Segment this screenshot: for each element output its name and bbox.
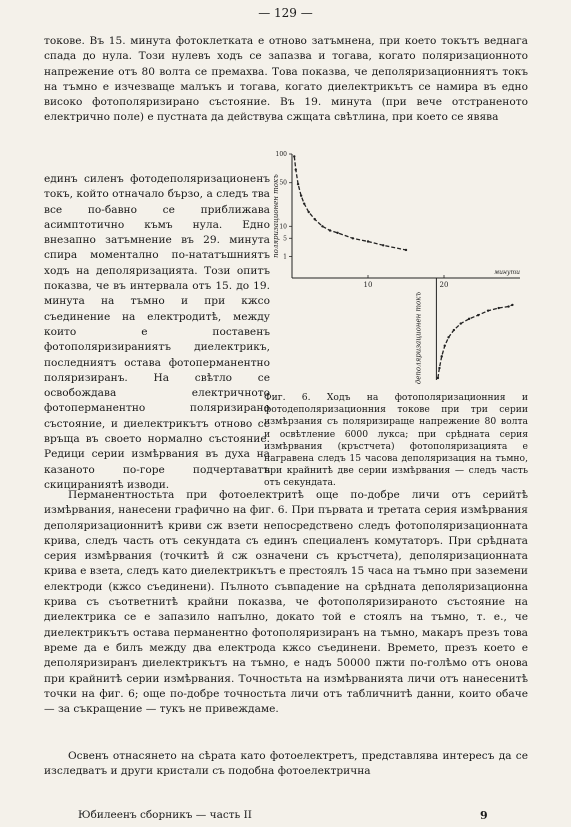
data-point: [314, 218, 316, 220]
data-point: [321, 225, 323, 227]
paragraph-3: Перманентностьта при фотоелектритѣ още по-добре личи отъ серийтѣ измѣрвания, нанесени графично на фиг. 6. При първата и третата серия измѣрвания деполяризационнитѣ криви сж взети непосредствено следъ фотополяризационната крива, следъ часть отъ секундата съ единъ специаленъ комутаторъ. При срѣдната серия измѣрвания (точкитѣ й сж означени съ кръстчета), деполяризационната крива е взета, следъ като диелектрикътъ е престоялъ 15 часа на тъмно при заземени електроди (кжсо съединени). Пълното съвпадение на срѣдната деполяризационна крива съ съответнитѣ крайни показва, че фотополяризираното състояние на диелектрика се е запазило напълно, докато той е стоялъ на тъмно, т. е., че диелектрикътъ остава перманентно фотополяризиранъ на тъмно, макаръ презъ това време да е билъ между два електрода кжсо съединени. Времето, презъ което е деполяризиранъ диелектрикътъ на тъмно, е надъ 50000 пжти по-голѣмо отъ онова при крайнитѣ серии измѣрвания. Точностьта на измѣрванията личи отъ нанесенитѣ точки на фиг. 6; още по-добре точностьта личи отъ табличнитѣ данни, които обаче — за съкращение — тукъ не привеждаме.: [44, 489, 528, 716]
data-point: [460, 322, 462, 324]
data-point: [498, 307, 500, 309]
data-point: [297, 183, 299, 185]
y-tick-label-top: 10: [279, 223, 287, 231]
data-point: [295, 169, 297, 171]
data-point: [329, 229, 331, 231]
data-point: [352, 237, 354, 239]
x-unit-label: минути: [494, 269, 520, 276]
figure-6-chart: [264, 148, 528, 386]
footer-page-number: 9: [480, 809, 488, 822]
data-point: [441, 355, 443, 357]
data-point: [444, 344, 446, 346]
data-point: [336, 232, 338, 234]
data-point: [437, 377, 439, 379]
data-point: [453, 329, 455, 331]
data-point: [477, 314, 479, 316]
paragraph-top: токове. Въ 15. минута фотоклетката е отново затъмнена, при което токътъ веднага спада до нула. Този нулевъ ходъ се запазва и тогава, когато поляризационното напрежение отъ 80 волта се премахва. Това показва, че деполяризационниятъ токъ на тъмно е изчезваще малъкъ и тогава, когато диелектрикътъ се намира въ едно високо фотополяризирано състояние. Въ 19. минута (при вече отстраненото електрично поле) е пустната да действува сжщата свѣтлина, при което се явява: [44, 35, 528, 124]
data-point: [507, 305, 509, 307]
data-point: [293, 155, 295, 157]
data-point: [300, 195, 302, 197]
data-point: [447, 336, 449, 338]
data-point: [405, 249, 407, 251]
data-point: [468, 318, 470, 320]
data-point: [308, 211, 310, 213]
y-axis-title-top: поляризационен токъ: [272, 174, 280, 258]
y-axis-title-bottom: деполяризационен токъ: [414, 291, 423, 385]
series-line-1: [294, 156, 406, 250]
data-point: [303, 202, 305, 204]
y-tick-label-top: 50: [279, 179, 287, 187]
figure-caption: Фиг. 6. Ходъ на фотополяризационния и фотодеполяризационния токове при три серии измѣрзания съ поляризираще напрежение 80 волта и освѣтление 6000 лукса; при срѣдната серия измѣрвания (кръстчета) фотополяризацията е награвена следъ 15 часова деполяризация на тъмно, при крайнитѣ две серии измѣрвания — следъ часть отъ секундата.: [264, 392, 528, 489]
data-point: [487, 309, 489, 311]
data-point: [438, 367, 440, 369]
data-point: [511, 304, 513, 306]
data-point: [367, 240, 369, 242]
footer-left: Юбилеенъ сборникъ — часть II: [78, 809, 252, 821]
y-tick-label-top: 1: [283, 253, 287, 261]
x-tick-label: 10: [363, 281, 373, 289]
paragraph-left: единъ силенъ фотодеполяризационенъ токъ, който отначало бързо, а следъ тва все по-бавно се приближава асимптотично къмъ нула. Едно внезапно затъмнение въ 29. минута спира моментално по-нататъшниятъ ходъ на деполяризацията. Този опитъ показва, че въ интервала отъ 15. до 19. минута на тъмно и при кжсо съединение на електродитѣ, между които е поставенъ фотополяризираниятъ диелектрикъ, последниятъ остава фотоперманентно поляризиранъ. На свѣтло се освобождава електричното фотоперманентно поляризирано състояние, и диелектрикътъ отново се връща въ своето нормално състояние. Редици серии измѣрвания въ духа на казаното по-горе подчертаватъ скицираниятѣ изводи.: [44, 173, 270, 491]
y-tick-label-top: 5: [283, 235, 287, 243]
page-number: — 129 —: [258, 6, 313, 20]
data-point: [382, 244, 384, 246]
y-tick-label-top: 100: [275, 151, 287, 158]
series-line-2: [438, 305, 513, 378]
paragraph-4: Освенъ отнасянето на сѣрата като фотоелектретъ, представлява интересъ да се изследватъ и други кристали съ подобна фотоелектрична: [44, 750, 528, 778]
x-tick-label: 20: [439, 281, 449, 289]
